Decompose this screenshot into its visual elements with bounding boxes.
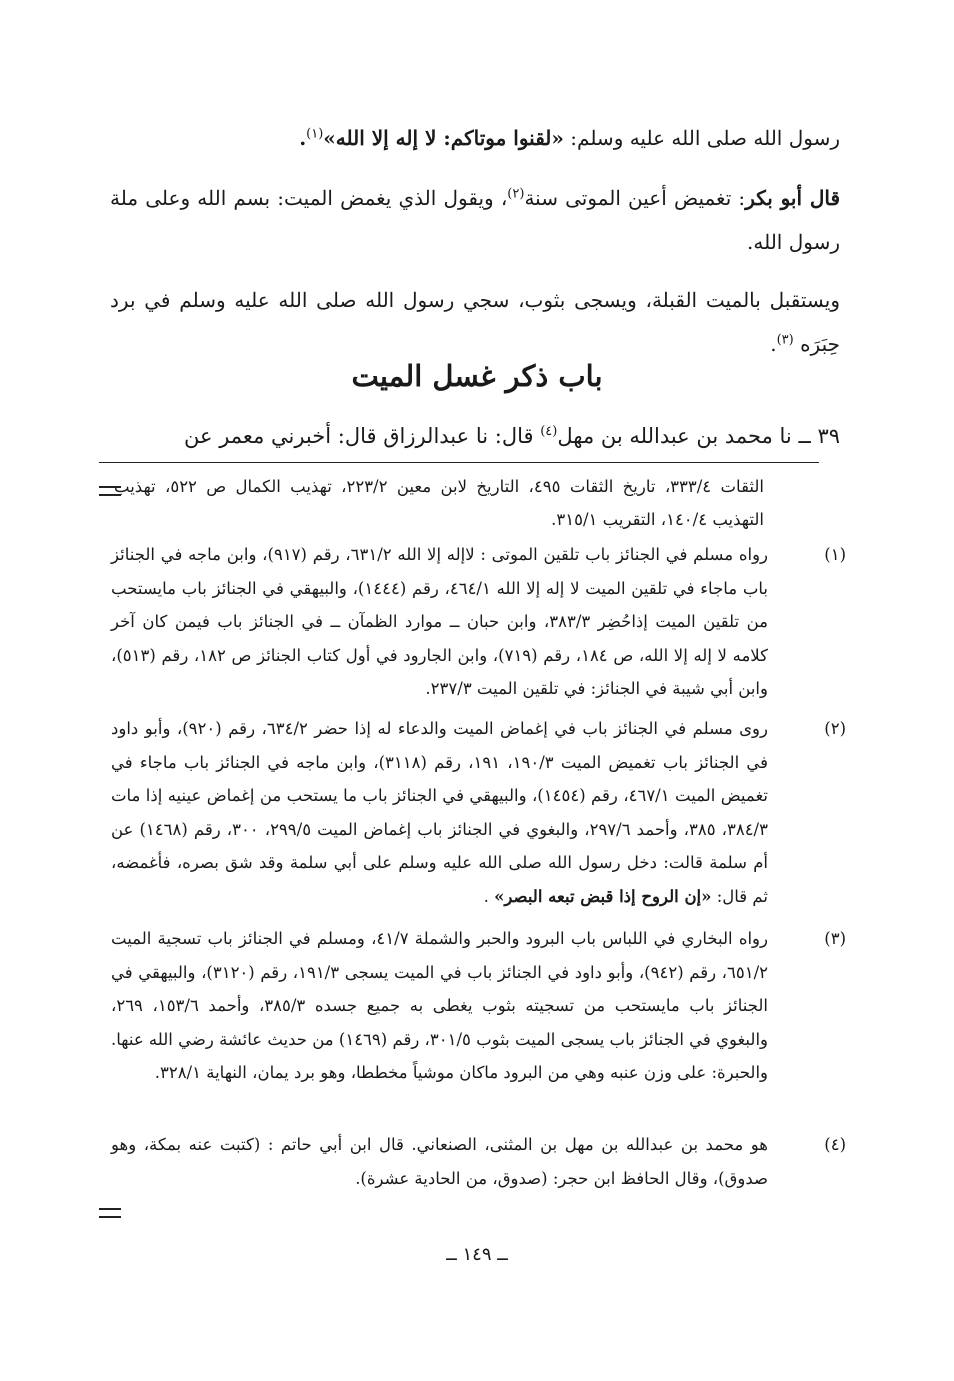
footnote-continuation: الثقات ٣٣٣/٤، تاريخ الثقات ٤٩٥، التاريخ لابن معين ٢٢٣/٢، تهذيب الكمال ص ٥٢٢، تهذيب التهذيب ١٤٠/٤، التقريب ٣١٥/١. bbox=[114, 477, 765, 529]
speaker-name: قال أبو بكر bbox=[745, 186, 841, 210]
footnote-divider bbox=[99, 462, 819, 463]
footnote-end: . bbox=[483, 886, 495, 906]
footnote-text: رواه مسلم في الجنائز باب تلقين الموتى : لاإله إلا الله ٦٣١/٢، رقم (٩١٧)، وابن ماجه في الجنائز باب ماجاء في تلقين الميت لا إله إلا الله ٤٦٤/١، رقم (١٤٤٤)، والبيهقي في الجنائز باب مايستحب من تلقين الميت إذاحُضِر ٣٨٣/٣، وابن حبان ــ موارد الظمآن ــ في الجنائز باب فيمن كان آخر كلامه لا إله إلا الله، ص ١٨٤، رقم (٧١٩)، وابن الجارود في أول كتاب الجنائز ص ١٨٢، رقم (٥١٣)، وابن أبي شيبة في الجنائز: في تلقين الميت ٢٣٧/٣. bbox=[111, 545, 768, 698]
paragraph-prefix: رسول الله صلى الله عليه وسلم: bbox=[563, 126, 840, 150]
footnote-1 bbox=[111, 538, 846, 706]
footnote-text: هو محمد بن عبدالله بن مهل بن المثنى، الصنعاني. قال ابن أبي حاتم : (كتبت عنه بمكة، وهو صدوق)، وقال الحافظ ابن حجر: (صدوق، من الحادية عشرة). bbox=[111, 1135, 768, 1188]
paragraph-abu-bakr bbox=[110, 176, 840, 264]
paragraph-text: : تغميض أعين الموتى سنة bbox=[524, 186, 746, 210]
paragraph-end: . bbox=[770, 332, 777, 356]
footnote-2 bbox=[111, 712, 846, 913]
footnote-text: روى مسلم في الجنائز باب في إغماض الميت والدعاء له إذا حضر ٦٣٤/٢، رقم (٩٢٠)، وأبو داود في الجنائز باب تغميض الميت ١٩٠/٣، ١٩١، رقم (٣١١٨)، وابن ماجه في الجنائز باب ماجاء في تغميض الميت ٤٦٧/١، رقم (١٤٥٤)، والبيهقي في الجنائز باب ما يستحب من إغماض عينيه إذا مات ٣٨٤/٣، ٣٨٥، وأحمد ٢٩٧/٦، والبغوي في الجنائز باب إغماض الميت ٢٩٩/٥، ٣٠٠، رقم (١٤٦٨) عن أم سلمة قالت: دخل رسول الله صلى الله عليه وسلم على أبي سلمة وقد شق بصره، فأغمضه، ثم قال: bbox=[111, 719, 769, 906]
page-number: ــ ١٤٩ ــ bbox=[446, 1244, 508, 1265]
footnote-ref-4[interactable]: (٤) bbox=[540, 424, 558, 439]
footnote-text: رواه البخاري في اللباس باب البرود والحبر والشملة ٤١/٧، ومسلم في الجنائز باب تسجية الميت ٦٥١/٢، رقم (٩٤٢)، وأبو داود في الجنائز باب في الميت يسجى ١٩١/٣، رقم (٣١٢٠)، والبيهقي في الجنائز باب مايستحب من تسجيته بثوب يغطى به جميع جسده ٣٨٥/٣، وأحمد ١٥٣/٦، ٢٦٩، والبغوي في الجنائز باب يسجى الميت بثوب ٣٠١/٥، رقم (١٤٦٩) من حديث عائشة رضي الله عنها. والحبرة: على وزن عنبه وهي من البرود ماكان موشياً مخططا، وهو برد يمان، النهاية ٣٢٨/١. bbox=[110, 929, 769, 1082]
paragraph-hadith-talqin bbox=[110, 116, 840, 160]
isnad-text-cont: قال: نا عبدالرزاق قال: أخبرني معمر عن bbox=[184, 424, 541, 448]
hadith-quote: «لقنوا موتاكم: لا إله إلا الله» bbox=[323, 126, 564, 150]
footnote-3 bbox=[111, 922, 846, 1090]
continuation-mark-icon bbox=[99, 1208, 121, 1218]
paragraph-text: ويستقبل بالميت القبلة، ويسجى بثوب، سجي رسول الله صلى الله عليه وسلم في برد حِبَرَه bbox=[110, 288, 840, 356]
paragraph-end: . bbox=[299, 126, 307, 150]
footnote-ref-2[interactable]: (٢) bbox=[507, 186, 525, 202]
chapter-heading: باب ذكر غسل الميت bbox=[351, 359, 603, 393]
footnote-body bbox=[111, 712, 768, 913]
paragraph-text-cont: ، ويقول الذي يغمض الميت: بسم الله وعلى ملة رسول الله. bbox=[110, 186, 840, 254]
footnote-number: (٤) bbox=[824, 1135, 846, 1154]
paragraph-isnad bbox=[110, 414, 840, 458]
isnad-text: ٣٩ ــ نا محمد بن عبدالله بن مهل bbox=[557, 424, 840, 448]
footnote-number: (٢) bbox=[824, 719, 846, 738]
footnote-number: (١) bbox=[824, 545, 846, 564]
footnote-ref-1[interactable]: (١) bbox=[306, 126, 324, 142]
footnote-number: (٣) bbox=[824, 929, 846, 948]
footnote-quote: «إن الروح إذا قبض تبعه البصر» bbox=[494, 886, 712, 906]
footnote-ref-3[interactable]: (٣) bbox=[776, 332, 794, 348]
footnote-4 bbox=[111, 1128, 846, 1195]
